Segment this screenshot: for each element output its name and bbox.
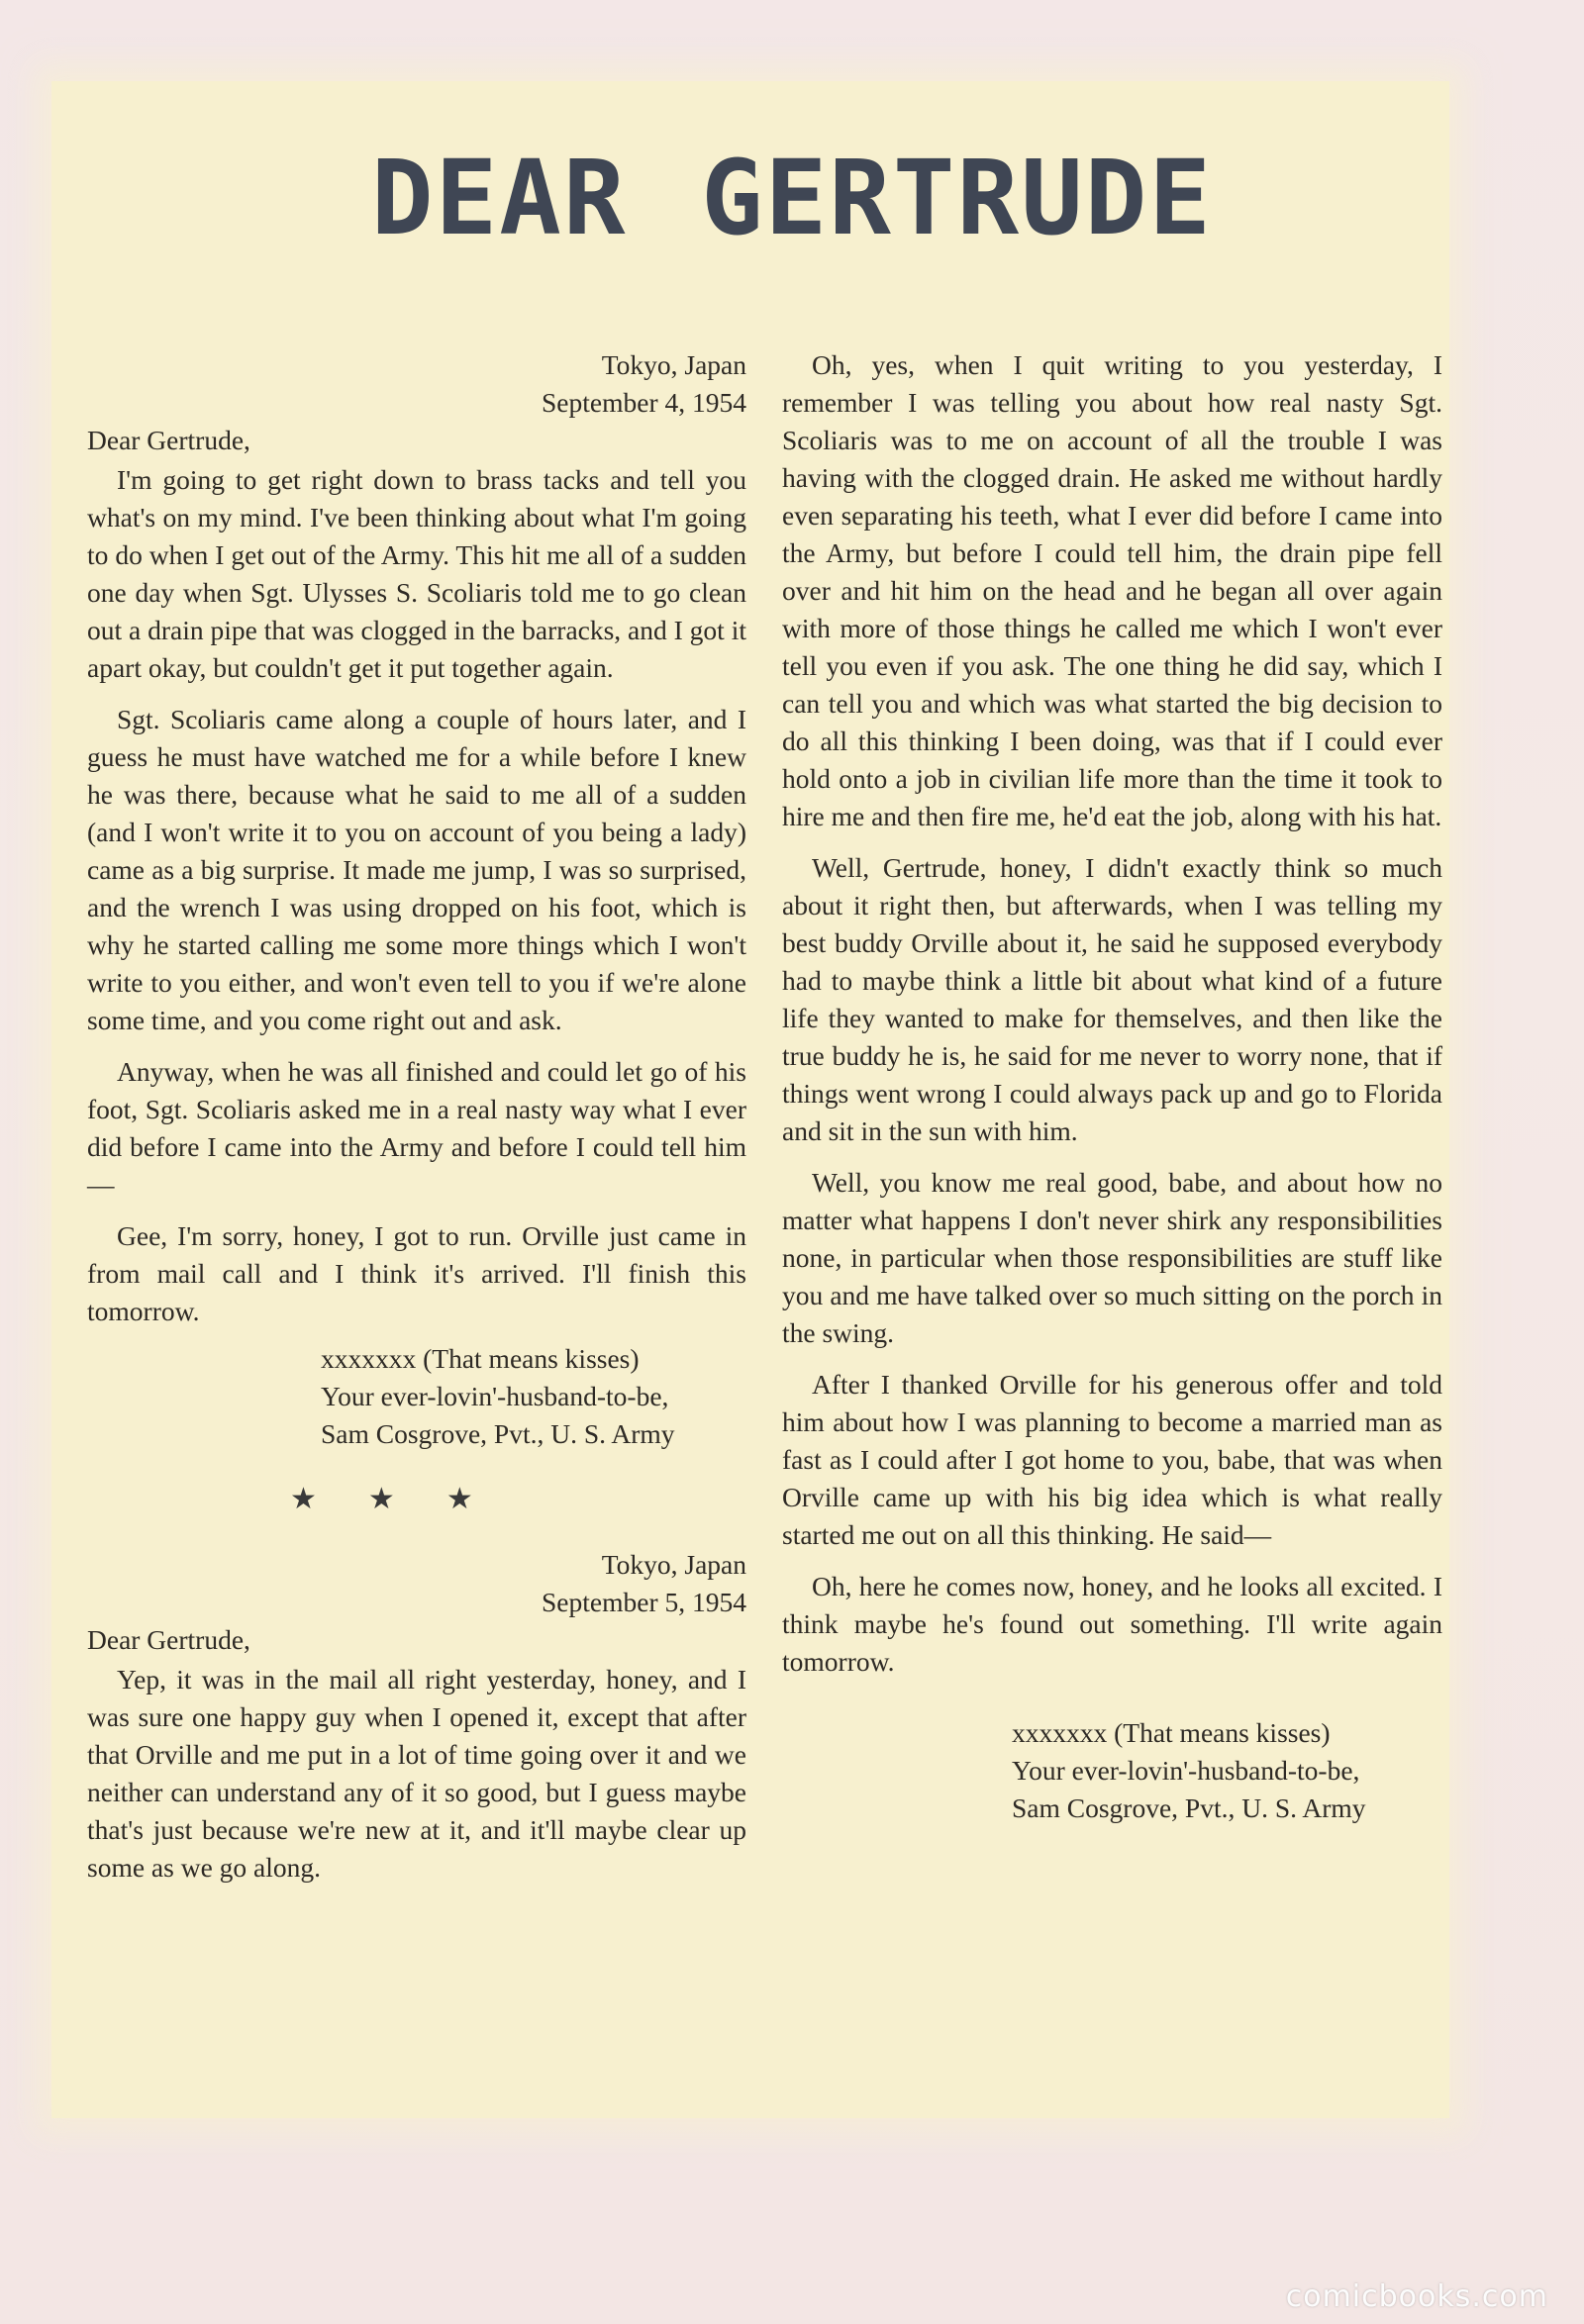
signoff-kisses: xxxxxxx (That means kisses) bbox=[321, 1343, 640, 1374]
letter1-paragraph: I'm going to get right down to brass tacks and tell you what's on my mind. I've been thinking about what I'm going to do when I get out of the Army. This hit me all of a sudden one day when Sgt. Ulysses S. Scoliaris told me to go clean out a drain pipe that was clogged in the barracks, and I got it apart okay, but couldn't get it put together again. bbox=[87, 464, 746, 683]
letter2-dateline bbox=[87, 1546, 746, 1621]
site-watermark: comicbooks.com bbox=[1285, 2279, 1548, 2314]
signoff-signature: Sam Cosgrove, Pvt., U. S. Army bbox=[321, 1418, 675, 1449]
letter2-paragraph: Yep, it was in the mail all right yesterday, honey, and I was sure one happy guy when I opened it, except that after that Orville and me put in a lot of time going over it and we neither can understand any of it so good, but I guess maybe that's just because we're new at it, and it'll maybe clear up some as we go along. bbox=[87, 1664, 746, 1883]
letter1-date: September 4, 1954 bbox=[542, 387, 746, 418]
letter1-dateline bbox=[87, 346, 746, 422]
star-icon: ★ bbox=[290, 1483, 317, 1515]
letter1-paragraph: Gee, I'm sorry, honey, I got to run. Orville just came in from mail call and I think it's arrived. I'll finish this tomorrow. bbox=[87, 1220, 746, 1326]
letter2-paragraph: Oh, yes, when I quit writing to you yesterday, I remember I was telling you about how real nasty Sgt. Scoliaris was to me on account of all the trouble I was having with the clogged drain. He asked me without hardly even separating his teeth, what I ever did before I came into the Army, but before I could tell him, the drain pipe fell over and hit him on the head and he began all over again with more of those things he called me which I won't ever tell you even if you ask. The one thing he did say, which I can tell you and which was what started the big decision to do all this thinking I been doing, was that if I could ever hold onto a job in civilian life more than the time it took to hire me and then fire me, he'd eat the job, along with his hat. bbox=[782, 349, 1442, 831]
letter1-paragraph: Anyway, when he was all finished and could let go of his foot, Sgt. Scoliaris asked me in a real nasty way what I ever did before I came into the Army and before I could tell him— bbox=[87, 1056, 746, 1200]
signoff-closing: Your ever-lovin'-husband-to-be, bbox=[1012, 1755, 1360, 1786]
star-separator bbox=[87, 1481, 746, 1518]
letter2-paragraph: Well, Gertrude, honey, I didn't exactly think so much about it right then, but afterwards, when I was telling my best buddy Orville about it, he said he supposed everybody had to maybe think a little bit about what kind of a future life they wanted to make for themselves, and then like the true buddy he is, he said for me never to worry none, that if things went wrong I could always pack up and go to Florida and sit in the sun with him. bbox=[782, 852, 1442, 1146]
letter1-signoff bbox=[87, 1340, 746, 1453]
star-icon: ★ bbox=[367, 1483, 395, 1515]
letter2-date: September 5, 1954 bbox=[542, 1587, 746, 1617]
letter2-signoff bbox=[782, 1714, 1442, 1827]
letter2-paragraph: Oh, here he comes now, honey, and he looks all excited. I think maybe he's found out something. I'll write again tomorrow. bbox=[782, 1571, 1442, 1677]
signoff-signature: Sam Cosgrove, Pvt., U. S. Army bbox=[1012, 1792, 1366, 1823]
letter1-place: Tokyo, Japan bbox=[601, 349, 746, 380]
signoff-kisses: xxxxxxx (That means kisses) bbox=[1012, 1717, 1331, 1748]
left-column bbox=[87, 346, 746, 1887]
letter2-place: Tokyo, Japan bbox=[601, 1549, 746, 1580]
right-column bbox=[782, 346, 1442, 1827]
letter2-paragraph: After I thanked Orville for his generous offer and told him about how I was planning to become a married man as fast as I could after I got home to you, babe, that was when Orville came up with his big idea which is what really started me out on all this thinking. He said— bbox=[782, 1369, 1442, 1550]
page-title: DEAR GERTRUDE bbox=[371, 138, 1213, 258]
letter2-salutation: Dear Gertrude, bbox=[87, 1624, 250, 1655]
letter2-paragraph: Well, you know me real good, babe, and about how no matter what happens I don't never shirk any responsibilities none, in particular when those responsibilities are stuff like you and me have talked over so much sitting on the porch in the swing. bbox=[782, 1167, 1442, 1348]
signoff-closing: Your ever-lovin'-husband-to-be, bbox=[321, 1381, 669, 1411]
letter1-paragraph: Sgt. Scoliaris came along a couple of hours later, and I guess he must have watched me for a while before I knew he was there, because what he said to me all of a sudden (and I won't write it to you on account of you being a lady) came as a big surprise. It made me jump, I was so surprised, and the wrench I was using dropped on his foot, which is why he started calling me some more things which I won't write to you either, and won't even tell to you if we're alone some time, and you come right out and ask. bbox=[87, 704, 746, 1035]
star-icon: ★ bbox=[446, 1483, 473, 1515]
letter1-salutation: Dear Gertrude, bbox=[87, 425, 250, 455]
